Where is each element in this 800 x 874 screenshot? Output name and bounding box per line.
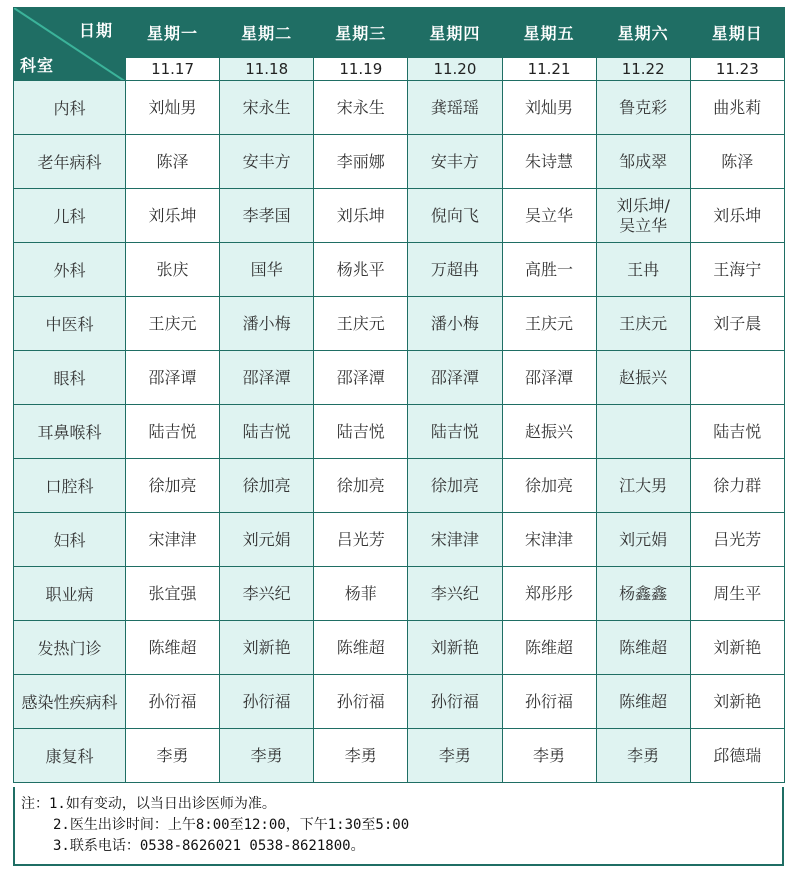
doctor-cell: 宋津津 — [126, 513, 220, 567]
schedule-body — [14, 81, 785, 783]
doctor-cell: 倪向飞 — [408, 189, 502, 243]
doctor-cell: 万超冉 — [408, 243, 502, 297]
department-cell: 发热门诊 — [14, 621, 126, 675]
doctor-cell: 徐加亮 — [408, 459, 502, 513]
doctor-cell: 孙衍福 — [314, 675, 408, 729]
day-header: 星期三 — [314, 8, 408, 58]
doctor-cell: 郑彤彤 — [502, 567, 596, 621]
doctor-cell — [690, 351, 784, 405]
note-prefix: 注： — [21, 796, 49, 812]
doctor-cell: 李丽娜 — [314, 135, 408, 189]
doctor-cell: 刘子晨 — [690, 297, 784, 351]
date-cell: 11.23 — [690, 58, 784, 81]
doctor-cell: 宋津津 — [502, 513, 596, 567]
doctor-cell: 吕光芳 — [314, 513, 408, 567]
doctor-cell: 高胜一 — [502, 243, 596, 297]
doctor-cell: 赵振兴 — [596, 351, 690, 405]
date-cell: 11.20 — [408, 58, 502, 81]
date-cell: 11.21 — [502, 58, 596, 81]
doctor-cell: 刘灿男 — [502, 81, 596, 135]
doctor-cell: 陈维超 — [596, 621, 690, 675]
doctor-cell: 刘乐坤 — [126, 189, 220, 243]
doctor-cell: 宋永生 — [220, 81, 314, 135]
doctor-cell: 李勇 — [314, 729, 408, 783]
doctor-cell: 龚瑶瑶 — [408, 81, 502, 135]
schedule-row — [14, 675, 785, 729]
day-header: 星期二 — [220, 8, 314, 58]
doctor-cell: 王海宁 — [690, 243, 784, 297]
doctor-cell: 李孝国 — [220, 189, 314, 243]
department-cell: 儿科 — [14, 189, 126, 243]
doctor-cell: 王庆元 — [596, 297, 690, 351]
department-cell: 老年病科 — [14, 135, 126, 189]
doctor-cell: 陆吉悦 — [314, 405, 408, 459]
doctor-cell: 李勇 — [502, 729, 596, 783]
doctor-cell: 刘元娟 — [220, 513, 314, 567]
doctor-cell: 陈泽 — [126, 135, 220, 189]
doctor-cell: 王庆元 — [502, 297, 596, 351]
schedule-row — [14, 405, 785, 459]
schedule-row — [14, 459, 785, 513]
doctor-cell: 张宜强 — [126, 567, 220, 621]
doctor-cell: 邵泽谭 — [126, 351, 220, 405]
doctor-cell: 陈维超 — [596, 675, 690, 729]
doctor-cell: 徐加亮 — [502, 459, 596, 513]
doctor-cell: 李勇 — [126, 729, 220, 783]
note-line — [21, 815, 782, 836]
doctor-cell: 刘乐坤 — [690, 189, 784, 243]
day-header: 星期四 — [408, 8, 502, 58]
doctor-cell: 宋津津 — [408, 513, 502, 567]
doctor-cell: 潘小梅 — [220, 297, 314, 351]
doctor-cell: 邹成翠 — [596, 135, 690, 189]
doctor-cell: 李勇 — [220, 729, 314, 783]
doctor-cell: 陈泽 — [690, 135, 784, 189]
doctor-cell: 赵振兴 — [502, 405, 596, 459]
doctor-cell: 李兴纪 — [408, 567, 502, 621]
doctor-cell: 刘新艳 — [690, 675, 784, 729]
notes-section — [13, 787, 784, 866]
doctor-cell: 徐加亮 — [126, 459, 220, 513]
doctor-cell: 徐力群 — [690, 459, 784, 513]
schedule-row — [14, 297, 785, 351]
doctor-cell: 刘新艳 — [690, 621, 784, 675]
date-cell: 11.17 — [126, 58, 220, 81]
doctor-cell: 刘元娟 — [596, 513, 690, 567]
note-line — [21, 794, 782, 815]
doctor-cell: 陆吉悦 — [408, 405, 502, 459]
department-cell: 感染性疾病科 — [14, 675, 126, 729]
doctor-cell: 陆吉悦 — [126, 405, 220, 459]
doctor-cell: 王庆元 — [126, 297, 220, 351]
department-cell: 外科 — [14, 243, 126, 297]
day-header-row — [14, 8, 785, 58]
doctor-cell: 张庆 — [126, 243, 220, 297]
department-cell: 康复科 — [14, 729, 126, 783]
schedule-row — [14, 351, 785, 405]
doctor-cell: 邵泽潭 — [220, 351, 314, 405]
doctor-cell: 江大男 — [596, 459, 690, 513]
doctor-cell: 刘新艳 — [408, 621, 502, 675]
day-header: 星期日 — [690, 8, 784, 58]
schedule-row — [14, 135, 785, 189]
schedule-row — [14, 621, 785, 675]
corner-date-label: 日期 — [78, 21, 113, 40]
department-cell: 职业病 — [14, 567, 126, 621]
date-cell: 11.19 — [314, 58, 408, 81]
doctor-cell: 邵泽潭 — [408, 351, 502, 405]
department-cell: 中医科 — [14, 297, 126, 351]
doctor-cell: 李勇 — [408, 729, 502, 783]
doctor-cell: 周生平 — [690, 567, 784, 621]
doctor-cell: 杨鑫鑫 — [596, 567, 690, 621]
doctor-cell: 李兴纪 — [220, 567, 314, 621]
schedule-row — [14, 81, 785, 135]
schedule-row — [14, 729, 785, 783]
department-cell: 妇科 — [14, 513, 126, 567]
schedule-row — [14, 243, 785, 297]
schedule-table — [13, 7, 785, 783]
doctor-cell: 潘小梅 — [408, 297, 502, 351]
schedule-row — [14, 567, 785, 621]
doctor-cell: 王冉 — [596, 243, 690, 297]
doctor-cell: 刘乐坤/ 吴立华 — [596, 189, 690, 243]
doctor-cell: 朱诗慧 — [502, 135, 596, 189]
doctor-cell: 刘乐坤 — [314, 189, 408, 243]
day-header: 星期六 — [596, 8, 690, 58]
doctor-cell: 陆吉悦 — [220, 405, 314, 459]
doctor-cell — [596, 405, 690, 459]
doctor-cell: 孙衍福 — [408, 675, 502, 729]
doctor-cell: 刘灿男 — [126, 81, 220, 135]
doctor-cell: 孙衍福 — [502, 675, 596, 729]
date-cell: 11.22 — [596, 58, 690, 81]
doctor-cell: 陈维超 — [314, 621, 408, 675]
doctor-cell: 国华 — [220, 243, 314, 297]
doctor-cell: 邱德瑞 — [690, 729, 784, 783]
department-cell: 眼科 — [14, 351, 126, 405]
doctor-cell: 杨兆平 — [314, 243, 408, 297]
doctor-cell: 吕光芳 — [690, 513, 784, 567]
doctor-cell: 安丰方 — [220, 135, 314, 189]
doctor-cell: 孙衍福 — [220, 675, 314, 729]
note-text: 2.医生出诊时间：上午8:00至12:00，下午1:30至5:00 — [53, 817, 410, 833]
note-line — [21, 836, 782, 857]
doctor-cell: 邵泽潭 — [314, 351, 408, 405]
doctor-cell: 曲兆莉 — [690, 81, 784, 135]
doctor-cell: 宋永生 — [314, 81, 408, 135]
schedule-row — [14, 189, 785, 243]
date-row — [14, 58, 785, 81]
department-cell: 内科 — [14, 81, 126, 135]
doctor-cell: 吴立华 — [502, 189, 596, 243]
doctor-cell: 王庆元 — [314, 297, 408, 351]
day-header: 星期五 — [502, 8, 596, 58]
note-text: 3.联系电话：0538-8626021 0538-8621800。 — [53, 838, 365, 854]
doctor-cell: 孙衍福 — [126, 675, 220, 729]
doctor-cell: 陈维超 — [126, 621, 220, 675]
corner-header — [14, 8, 126, 81]
doctor-cell: 李勇 — [596, 729, 690, 783]
day-header: 星期一 — [126, 8, 220, 58]
doctor-cell: 安丰方 — [408, 135, 502, 189]
doctor-cell: 鲁克彩 — [596, 81, 690, 135]
doctor-cell: 刘新艳 — [220, 621, 314, 675]
doctor-cell: 杨菲 — [314, 567, 408, 621]
doctor-cell: 陆吉悦 — [690, 405, 784, 459]
date-cell: 11.18 — [220, 58, 314, 81]
doctor-cell: 徐加亮 — [220, 459, 314, 513]
doctor-cell: 徐加亮 — [314, 459, 408, 513]
doctor-cell: 邵泽潭 — [502, 351, 596, 405]
department-cell: 耳鼻喉科 — [14, 405, 126, 459]
department-cell: 口腔科 — [14, 459, 126, 513]
note-text: 1.如有变动，以当日出诊医师为准。 — [49, 796, 276, 812]
schedule-row — [14, 513, 785, 567]
corner-dept-label: 科室 — [20, 56, 55, 75]
doctor-cell: 陈维超 — [502, 621, 596, 675]
